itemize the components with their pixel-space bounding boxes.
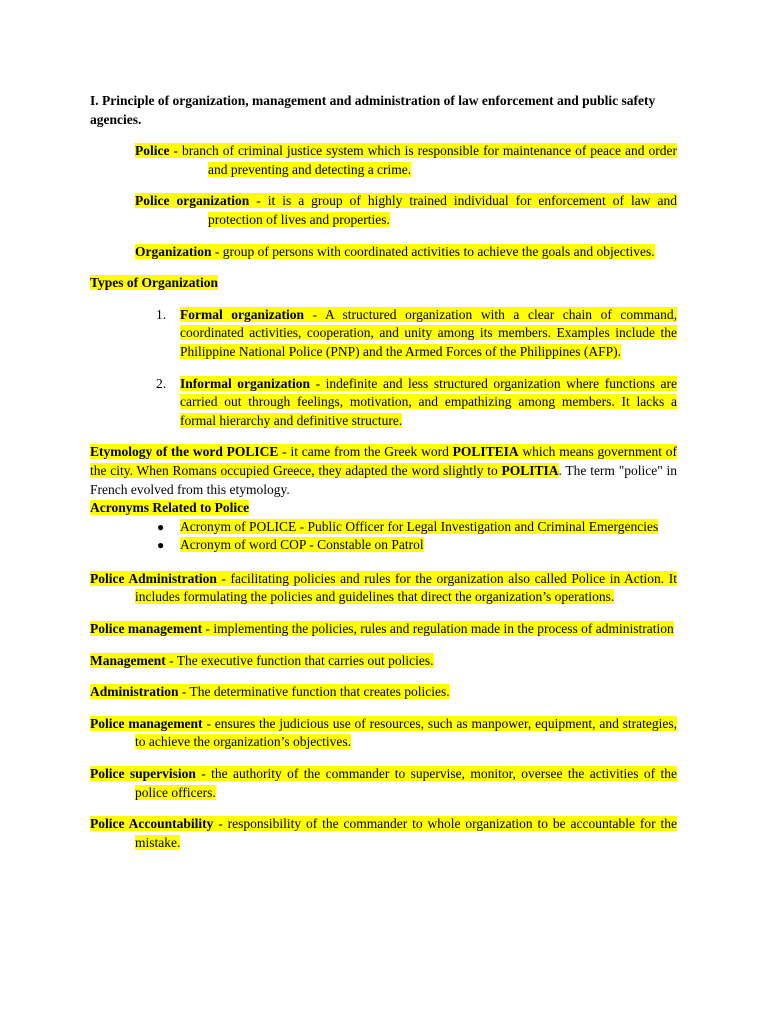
definition-police-management-resources <box>90 715 677 752</box>
term: Formal organization <box>180 306 305 322</box>
definition-text: - the authority of the commander to supervise, monitor, oversee the activities of the police officers. <box>135 766 678 800</box>
etymology-text: . The term "police" in French evolved from this etymology. <box>90 462 677 497</box>
definition-police-management <box>90 620 677 639</box>
etymology-text: - it came from the Greek word <box>278 444 453 460</box>
term: Management <box>90 652 166 668</box>
definition-police-supervision <box>90 765 677 802</box>
list-item <box>156 306 678 362</box>
list-number: 1. <box>156 306 167 322</box>
definition-police-accountability <box>90 815 677 852</box>
term: Police <box>135 143 170 159</box>
greek-word: POLITEIA <box>452 444 519 460</box>
definition-text: - branch of criminal justice system which is responsible for maintenance of peace and order and preventing and detecting a crime. <box>169 143 677 177</box>
term: Administration <box>90 684 179 700</box>
definition-text: - The determinative function that creates policies. <box>178 684 450 700</box>
definition-text: - responsibility of the commander to whole organization to be accountable for the mistake. <box>135 816 677 850</box>
definition-text: - implementing the policies, rules and regulation made in the process of administration <box>202 621 674 637</box>
definition-police <box>135 142 677 179</box>
list-item <box>157 518 677 537</box>
types-heading: Types of Organization <box>90 275 218 291</box>
bullet-icon: ● <box>157 519 165 534</box>
term: Police Administration <box>90 570 217 586</box>
acronyms-heading: Acronyms Related to Police <box>90 500 250 516</box>
list-item <box>156 375 677 431</box>
acronyms-list <box>90 518 677 555</box>
term: Organization <box>135 243 212 259</box>
term: Police organization <box>135 193 250 209</box>
document-page <box>90 92 677 865</box>
acronym-text: Acronym of POLICE - Public Officer for Legal Investigation and Criminal Emergencies <box>180 518 659 534</box>
bullet-icon: ● <box>157 538 165 553</box>
etymology-paragraph <box>90 443 677 499</box>
definition-text: - A structured organization with a clear chain of command, coordinated activities, cooperation, and unity among its members. Examples include the Philippine National Police (PNP) and the Armed Forces of the Philippines (AFP). <box>180 306 678 359</box>
definition-text: - indefinite and less structured organization where functions are carried out through feelings, motivation, and empathizing among members. It lacks a formal hierarchy and definitive structure. <box>180 375 677 428</box>
term: Police Accountability <box>90 816 214 832</box>
definition-text: - ensures the judicious use of resources, such as manpower, equipment, and strategies, to achieve the organization’s objectives. <box>135 715 678 750</box>
term: Etymology of the word POLICE <box>90 444 279 460</box>
list-number: 2. <box>156 375 167 391</box>
definition-text: - The executive function that carries out policies. <box>165 652 434 668</box>
definition-text: - group of persons with coordinated activities to achieve the goals and objectives. <box>211 243 655 259</box>
acronym-text: Acronym of word COP - Constable on Patrol <box>180 537 424 553</box>
term: Informal organization <box>180 375 311 391</box>
definition-text: - it is a group of highly trained individual for enforcement of law and protection of lives and properties. <box>208 193 677 227</box>
section-heading: I. Principle of organization, management and administration of law enforcement and public safety agencies. <box>90 93 656 127</box>
definition-administration <box>90 683 677 702</box>
term: Police supervision <box>90 766 196 782</box>
definition-police-administration <box>90 570 677 607</box>
definition-police-organization <box>135 192 677 229</box>
latin-word: POLITIA <box>501 462 559 478</box>
definition-text: - facilitating policies and rules for the organization also called Police in Action. It includes formulating the policies and guidelines that direct the organization’s operations. <box>135 570 678 605</box>
term: Police management <box>90 715 203 731</box>
types-list <box>90 306 677 431</box>
list-item <box>157 536 677 555</box>
definition-management <box>90 652 677 671</box>
term: Police management <box>90 621 203 637</box>
definition-organization <box>135 243 677 262</box>
etymology-text: which means government of the city. When Romans occupied Greece, they adapted the word slightly to <box>90 444 677 478</box>
